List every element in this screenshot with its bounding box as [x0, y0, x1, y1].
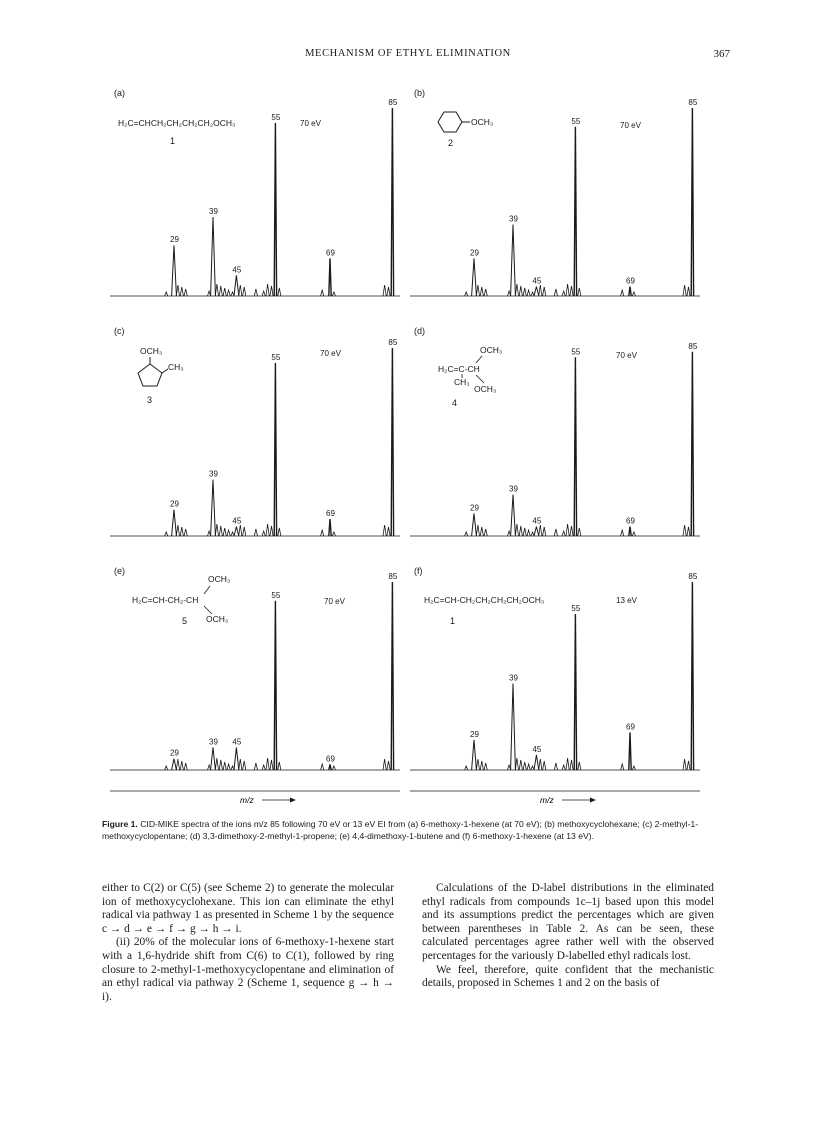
- body-paragraph: either to C(2) or C(5) (see Scheme 2) to generate the molecular ion of methoxycyclohexane. This ion can eliminate the ethyl radical via pathway 1 as presented in Scheme 1 by the sequence c → d → e → f → g → h → i.: [102, 882, 394, 935]
- substituent-label: CH₃: [168, 362, 184, 372]
- body-paragraph: (ii) 20% of the molecular ions of 6-methoxy-1-hexene start with a 1,6-hydride shift from C(6) to C(1), followed by ring closure to 2-methyl-1-methoxycyclopentane and elimination of an ethyl radical via pathway 2 (Scheme 1, sequence g → h → i).: [102, 936, 394, 1003]
- peak-label: 85: [388, 338, 398, 347]
- page-number: 367: [713, 48, 730, 60]
- body-column-left: [102, 882, 394, 1004]
- peak-mz-45: [234, 275, 239, 296]
- energy-label: 13 eV: [616, 596, 637, 605]
- peak-mz-85: [391, 582, 393, 770]
- panel-label: (f): [414, 566, 423, 576]
- peak-mz-29: [172, 759, 177, 770]
- peak-label: 29: [470, 729, 479, 739]
- peak-label: 39: [209, 469, 218, 479]
- peak-label: 45: [232, 516, 242, 526]
- peak-label: 55: [271, 113, 281, 123]
- peak-label: 55: [571, 603, 581, 613]
- peak-mz-29: [172, 245, 177, 296]
- peak-mz-29: [472, 258, 477, 296]
- peak-mz-55: [274, 123, 276, 296]
- structure-line: OCH₃: [480, 345, 503, 355]
- figure-caption: [102, 818, 714, 842]
- energy-label: 70 eV: [616, 351, 637, 360]
- spectrum-peaks: [165, 338, 398, 536]
- peak-mz-39: [511, 684, 516, 770]
- compound-number: 1: [450, 616, 456, 626]
- cyclopentane-ring-icon: [138, 357, 168, 386]
- peak-mz-55: [574, 127, 576, 296]
- baseline-noise: [165, 524, 391, 536]
- compound-formula: H₂C=CHCH₂CH₂CH₂CH₂OCH₃: [118, 118, 236, 128]
- peak-mz-85: [691, 352, 693, 536]
- peak-label: 29: [470, 248, 479, 258]
- cyclohexane-ring-icon: [438, 112, 470, 132]
- compound-number: 2: [448, 138, 454, 148]
- peak-label: 55: [271, 590, 281, 600]
- peak-label: 39: [209, 207, 218, 217]
- peak-label: 39: [509, 484, 518, 494]
- peak-label: 69: [626, 276, 635, 286]
- structure-line: OCH₃: [208, 574, 231, 584]
- compound-number: 5: [182, 616, 188, 626]
- spectrum-panel-c: [110, 320, 410, 550]
- structure-line: OCH₃: [206, 614, 229, 624]
- peak-mz-39: [211, 747, 216, 770]
- peak-label: 39: [209, 737, 218, 747]
- peak-mz-69: [329, 258, 331, 296]
- peak-mz-85: [391, 348, 393, 536]
- peak-label: 29: [170, 499, 179, 509]
- body-paragraph: Calculations of the D-label distributions in the eliminated ethyl radicals from compounds 1c–1j based upon this model and its assumptions predict the percentages which are given between parentheses in Table 2. As can be seen, these calculated percentages agree rather well with the observed percentages for the variously D-labelled ethyl radicals lost.: [422, 882, 714, 962]
- panel-label: (c): [114, 326, 125, 336]
- peak-mz-29: [172, 510, 177, 536]
- peak-mz-29: [472, 740, 477, 770]
- peak-mz-55: [574, 614, 576, 770]
- panel-label: (a): [114, 88, 125, 98]
- peak-label: 69: [326, 248, 335, 258]
- axis-label: m/z: [240, 795, 254, 805]
- peak-label: 69: [326, 509, 335, 519]
- peak-label: 45: [232, 265, 242, 275]
- peak-mz-85: [691, 582, 693, 770]
- running-head: [0, 48, 816, 64]
- panel-label: (e): [114, 566, 125, 576]
- structure-line: H₂C=CH-CH₂-CH: [132, 595, 199, 605]
- body-column-right: [422, 882, 714, 991]
- spectrum-panel-b: [410, 82, 710, 312]
- compound-number: 1: [170, 136, 176, 146]
- body-paragraph: We feel, therefore, quite confident that the mechanistic details, proposed in Schemes 1 and 2 on the basis of: [422, 963, 714, 990]
- substituent-label: OCH₃: [140, 346, 163, 356]
- spectrum-panel-d: [410, 320, 710, 550]
- figure-caption-label: Figure 1.: [102, 819, 138, 829]
- panel-label: (d): [414, 326, 425, 336]
- energy-label: 70 eV: [320, 349, 341, 358]
- peak-mz-45: [534, 287, 539, 296]
- structure-line: CH₃: [454, 377, 470, 387]
- peak-mz-45: [234, 747, 239, 770]
- peak-label: 45: [532, 276, 542, 286]
- peak-label: 39: [509, 214, 518, 224]
- structure-line: OCH₃: [474, 384, 497, 394]
- peak-mz-29: [472, 513, 477, 536]
- peak-label: 85: [688, 98, 698, 107]
- peak-mz-39: [211, 217, 216, 296]
- peak-label: 55: [571, 116, 581, 126]
- panel-label: (b): [414, 88, 425, 98]
- spectrum-panel-f: [410, 560, 710, 790]
- peak-label: 55: [571, 347, 581, 357]
- peak-label: 85: [388, 98, 398, 107]
- peak-mz-69: [629, 287, 631, 296]
- compound-formula: H₂C=CH-CH₂CH₂CH₂CH₂OCH₃: [424, 595, 545, 605]
- arrow-right-icon: [562, 798, 596, 803]
- figure-caption-text: CID-MIKE spectra of the ions m/z 85 following 70 eV or 13 eV EI from (a) 6-methoxy-1-hexene (at 70 eV); (b) methoxycyclohexane; (c) 2-methyl-1-methoxycyclopentane; (d) 3,3-dimethoxy-2-methyl-1-propene; (e) 4,4-dimethoxy-1-butene and (f) 6-methoxy-1-hexene (at 13 eV).: [102, 819, 699, 841]
- baseline-noise: [165, 758, 391, 770]
- structure-line: H₂C=C-CH: [438, 364, 480, 374]
- energy-label: 70 eV: [300, 119, 321, 128]
- peak-label: 55: [271, 353, 281, 363]
- peak-label: 69: [326, 754, 335, 764]
- baseline-noise: [465, 524, 690, 536]
- peak-label: 85: [688, 341, 698, 351]
- peak-label: 29: [170, 235, 179, 245]
- peak-mz-45: [534, 527, 539, 536]
- peak-label: 69: [626, 516, 635, 526]
- spectrum-panel-e: [110, 560, 410, 790]
- peak-mz-69: [629, 527, 631, 536]
- energy-label: 70 eV: [620, 121, 641, 130]
- peak-label: 29: [470, 503, 479, 513]
- peak-mz-45: [234, 527, 239, 536]
- peak-label: 69: [626, 722, 635, 732]
- peak-label: 39: [509, 673, 518, 683]
- peak-label: 29: [170, 748, 179, 758]
- baseline-noise: [465, 758, 690, 770]
- energy-label: 70 eV: [324, 597, 345, 606]
- peak-label: 45: [532, 744, 542, 754]
- peak-mz-39: [511, 495, 516, 536]
- peak-mz-69: [329, 519, 331, 536]
- baseline-noise: [165, 284, 391, 296]
- peak-mz-55: [274, 363, 276, 536]
- peak-mz-39: [511, 225, 516, 296]
- peak-mz-85: [691, 108, 693, 296]
- peak-label: 45: [532, 516, 542, 526]
- arrow-right-icon: [262, 798, 296, 803]
- compound-number: 4: [452, 398, 458, 408]
- peak-mz-55: [274, 601, 276, 770]
- spectrum-peaks: [465, 342, 698, 536]
- compound-number: 3: [147, 395, 153, 405]
- peak-mz-45: [534, 755, 539, 770]
- peak-label: 85: [688, 572, 698, 581]
- axis-label: m/z: [540, 795, 554, 805]
- substituent-label: OCH₃: [471, 117, 494, 127]
- x-axis-right: [410, 790, 710, 808]
- spectrum-peaks: [465, 98, 698, 296]
- running-title: MECHANISM OF ETHYL ELIMINATION: [305, 48, 511, 59]
- peak-label: 45: [232, 737, 242, 747]
- peak-mz-85: [391, 108, 393, 296]
- peak-mz-69: [329, 764, 331, 770]
- baseline-noise: [465, 284, 690, 296]
- peak-mz-55: [574, 357, 576, 536]
- peak-mz-39: [211, 480, 216, 536]
- spectrum-panel-a: [110, 82, 410, 312]
- spectrum-peaks: [165, 572, 398, 770]
- x-axis-left: [110, 790, 410, 808]
- peak-mz-69: [629, 732, 631, 770]
- peak-label: 85: [388, 572, 398, 581]
